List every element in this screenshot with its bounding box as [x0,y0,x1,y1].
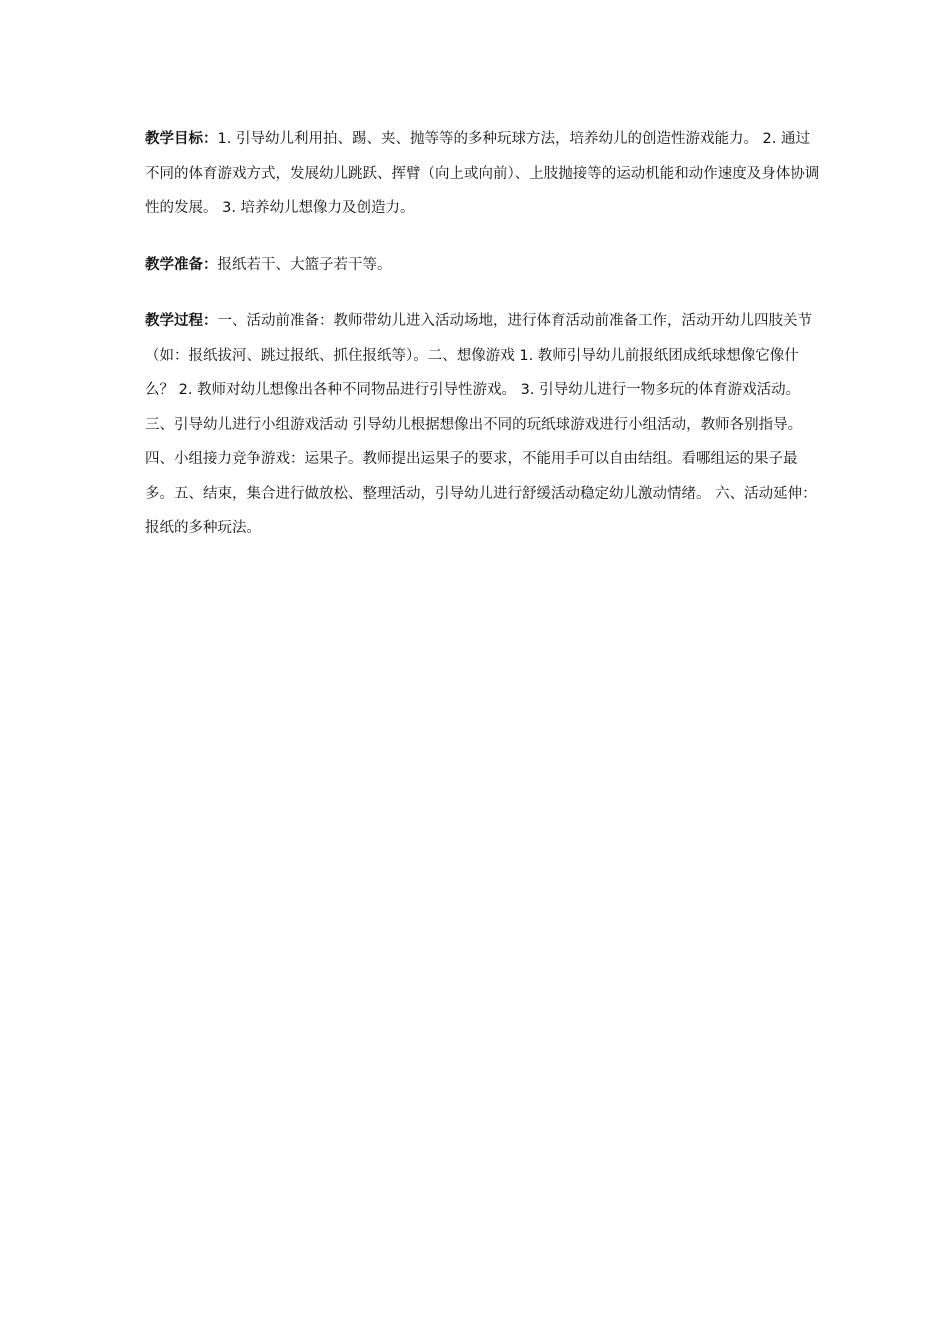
teaching-preparation-text: 报纸若干、大篮子若干等。 [217,256,392,273]
teaching-process-paragraph [145,304,820,546]
teaching-goals-text: 1. 引导幼儿利用拍、踢、夹、抛等等的多种玩球方法，培养幼儿的创造性游戏能力。 2. 通过不同的体育游戏方式，发展幼儿跳跃、挥臂（向上或向前）、上肢抛接等的运动机能和动作速度及身体协调性的发展。 3. 培养幼儿想像力及创造力。 [145,131,820,216]
document-body [145,122,820,568]
teaching-preparation-label: 教学准备： [145,256,218,273]
teaching-goals-label: 教学目标： [145,131,218,147]
teaching-preparation-paragraph [145,248,820,283]
teaching-process-label: 教学过程： [145,313,218,329]
teaching-goals-paragraph [145,122,820,226]
teaching-process-text: 一、活动前准备：教师带幼儿进入活动场地，进行体育活动前准备工作，活动开幼儿四肢关节（如：报纸拔河、跳过报纸、抓住报纸等）。二、想像游戏 1. 教师引导幼儿前报纸团成纸球想像它像什么？ 2. 教师对幼儿想像出各种不同物品进行引导性游戏。 3. 引导幼儿进行一物多玩的体育游戏活动。 三、引导幼儿进行小组游戏活动 引导幼儿根据想像出不同的玩纸球游戏进行小组活动，教师各别指导。四、小组接力竞争游戏：运果子。教师提出运果子的要求，不能用手可以自由结组。看哪组运的果子最多。五、结束，集合进行做放松、整理活动，引导幼儿进行舒缓活动稳定幼儿激动情绪。 六、活动延伸：报纸的多种玩法。 [145,313,817,536]
